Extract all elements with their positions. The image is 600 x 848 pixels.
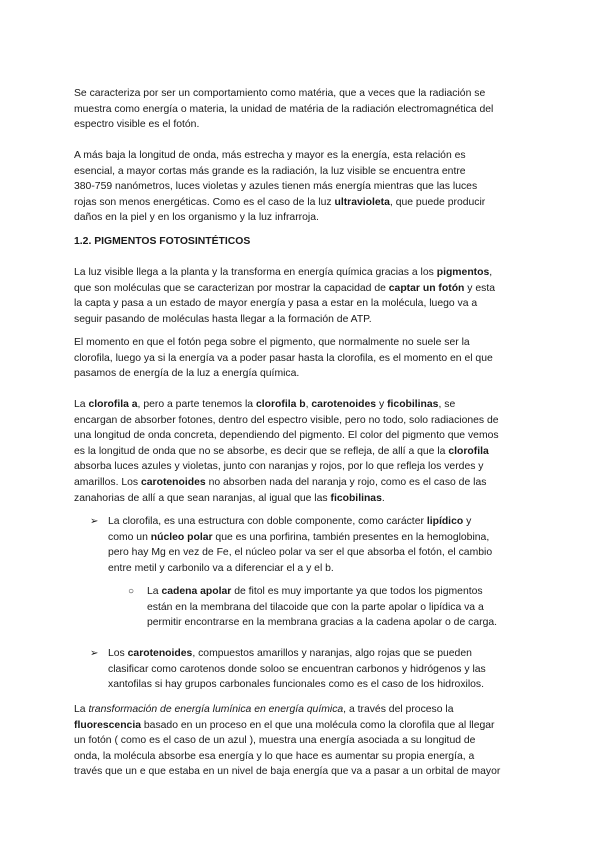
bold-term: clorofila a [88,399,138,410]
text-line [108,677,518,693]
text-line [74,459,524,475]
text-line [74,195,524,211]
text-segment: de fitol es muy importante ya que todos los pigmentos [231,586,483,597]
text-line [74,164,524,180]
bold-term: carotenoides [127,648,193,659]
arrow-bullet-icon: ➢ [90,516,99,527]
text-line [74,397,524,413]
text-segment: la capta y pasa a un estado de mayor energía y pasa a estar en la molécula, luego va a [74,298,478,310]
text-segment: seguir pasando de moléculas hasta llegar a la formación de ATP. [74,313,372,325]
text-segment: pasamos de energía de la luz a energía química. [74,368,300,380]
text-segment: pero hay Mg en vez de Fe, el núcleo polar va ser el que absorba el fotón, el cambio [108,547,493,559]
text-line [74,179,524,195]
text-segment: clasificar como carotenos donde soloo se encuentran carbonos y hidrógenos y las [108,663,486,675]
text-line [74,210,524,226]
text-line [108,530,518,546]
text-segment: daños en la piel y en los organismo y la luz infrarroja. [74,212,319,224]
text-line [74,265,524,281]
text-line [147,600,517,616]
text-segment: que son moléculas que se caracterizan por mostrar la capacidad de [74,282,389,294]
text-segment: La [74,704,89,715]
text-line [74,718,524,734]
text-line [74,702,524,718]
bold-term: carotenoides [311,399,377,410]
paragraph-pigment-types [74,397,524,506]
circle-bullet-icon: ○ [128,586,135,597]
text-line [147,584,517,600]
italic-term: transformación de energía lumínica en energía química [88,704,344,715]
text-segment: entre metil y carbonilo va a diferenciar el a y el b. [108,562,334,574]
text-line [74,749,524,765]
arrow-bullet-icon: ➢ [90,648,99,659]
text-segment: muestra como energía o materia, la unidad de matéria de la radiación electromagnética del [74,103,494,115]
bullet-chlorophyll-text [108,514,518,576]
subbullet-apolar-chain-text [147,584,517,631]
bold-term: ultravioleta [334,196,390,208]
text-segment: basado en un proceso en el que una molécula como la clorofila que al llegar [141,719,495,731]
bold-term: carotenoides [141,476,206,488]
bold-term: fluorescencia [74,719,141,731]
text-line [108,646,518,662]
text-segment: La clorofila, es una estructura con doble componente, como carácter [108,516,427,527]
text-segment: , a través del proceso la [343,704,454,715]
text-segment: rojas son menos energéticas. Como es el caso de la luz [74,196,335,208]
text-segment: , pero a parte tenemos la [137,399,256,410]
text-segment: , se [438,399,456,410]
text-segment: , compuestos amarillos y naranjas, algo rojas que se pueden [192,648,472,659]
text-segment: y esta [464,282,496,294]
text-segment: encargan de absorber fotones, dentro del espectro visible, pero no todo, solo radiaciones de [74,414,499,426]
text-line [74,351,524,367]
text-line [74,413,524,429]
text-segment: Los [108,648,128,659]
text-segment: El momento en que el fotón pega sobre el pigmento, que normalmente no suele ser la [74,337,470,348]
text-segment: no absorben nada del naranja y rojo, como es el caso de las [205,476,487,488]
bold-term: ficobilinas [387,399,439,410]
text-line [74,733,524,749]
text-line [74,117,524,133]
paragraph-fluorescence [74,702,524,780]
bold-term: clorofila [448,445,489,457]
text-segment: esencial, a mayor cortas más grande es la radiación, la luz visible se encuentra entre [74,165,466,177]
text-line [74,335,524,351]
bullet-carotenoids-text [108,646,518,693]
text-segment: clorofila, luego ya si la energía va a poder pasar hasta la clorofila, es el momento en el que [74,352,493,364]
text-segment: una longitud de onda concreta, dependiendo del pigmento. El color del pigmento que vemos [74,430,499,442]
text-line [74,475,524,491]
text-segment: y [376,399,388,410]
bold-term: lipídico [426,516,464,527]
bold-term: pigmentos [436,267,490,278]
text-segment: onda, la molécula absorbe esa energía y lo que hace es aumentar su propia energía, a [74,750,475,762]
paragraph-wavelength-energy [74,148,524,226]
text-segment: . [381,492,385,504]
text-segment: , [489,267,493,278]
text-segment: absorba luces azules y violetas, junto con naranjas y rojos, por lo que refleja los verdes y [74,461,484,473]
text-line [147,615,517,631]
bold-term: núcleo polar [150,531,213,543]
text-segment: A más baja la longitud de onda, más estrecha y mayor es la energía, esta relación es [74,150,466,161]
text-line [74,312,524,328]
text-segment: xantofilas si hay grupos carbonales funcionales como es el caso de los hidroxilos. [108,679,485,691]
bold-term: ficobilinas [330,492,382,504]
text-line [108,662,518,678]
text-line [108,561,518,577]
text-segment: Se caracteriza por ser un comportamiento como matéria, que a veces que la radiación se [74,88,486,99]
paragraph-photon-pigment [74,335,524,382]
text-line [108,545,518,561]
paragraph-photon-definition [74,86,524,133]
text-segment: través que un e que estaba en un nivel de baja energía que va a pasar a un orbital de mayor [74,766,501,778]
text-segment: , [305,399,312,410]
text-segment: permitir encontrarse en la membrana gracias a la cadena apolar o de carga. [147,617,498,629]
paragraph-pigments-intro [74,265,524,327]
section-heading: 1.2. PIGMENTOS FOTOSINTÉTICOS [74,236,251,247]
text-segment: y [463,516,472,527]
text-segment: , que puede producir [389,196,486,208]
text-segment: 380-759 nanómetros, luces violetas y azules tienen más energía mientras que las luces [74,181,478,193]
text-segment: amarillos. Los [74,476,141,488]
text-line [74,764,524,780]
text-segment: espectro visible es el fotón. [74,119,200,131]
text-segment: están en la membrana del tilacoide que con la parte apolar o lipídica va a [147,601,484,613]
text-line [74,444,524,460]
text-segment: como un [108,531,151,543]
text-line [74,281,524,297]
text-line [108,514,518,530]
text-segment: La [147,586,162,597]
text-segment: La [74,399,89,410]
text-line [74,428,524,444]
text-segment: es la longitud de onda que no se absorbe, es decir que se refleja, de allí a que la [74,445,449,457]
bold-term: cadena apolar [161,586,232,597]
text-line [74,296,524,312]
bold-term: clorofila b [255,399,306,410]
text-line [74,366,524,382]
text-line [74,102,524,118]
text-segment: zanahorias de allí a que sean naranjas, al igual que las [74,492,331,504]
text-segment: un fotón ( como es el caso de un azul ), muestra una energía asociada a su longitud de [74,735,476,747]
text-line [74,148,524,164]
bold-term: captar un fotón [388,282,465,294]
text-segment: que es una porfirina, también presentes en la hemoglobina, [212,531,490,543]
text-line [74,86,524,102]
text-line [74,491,524,507]
text-segment: La luz visible llega a la planta y la transforma en energía química gracias a los [74,267,437,278]
